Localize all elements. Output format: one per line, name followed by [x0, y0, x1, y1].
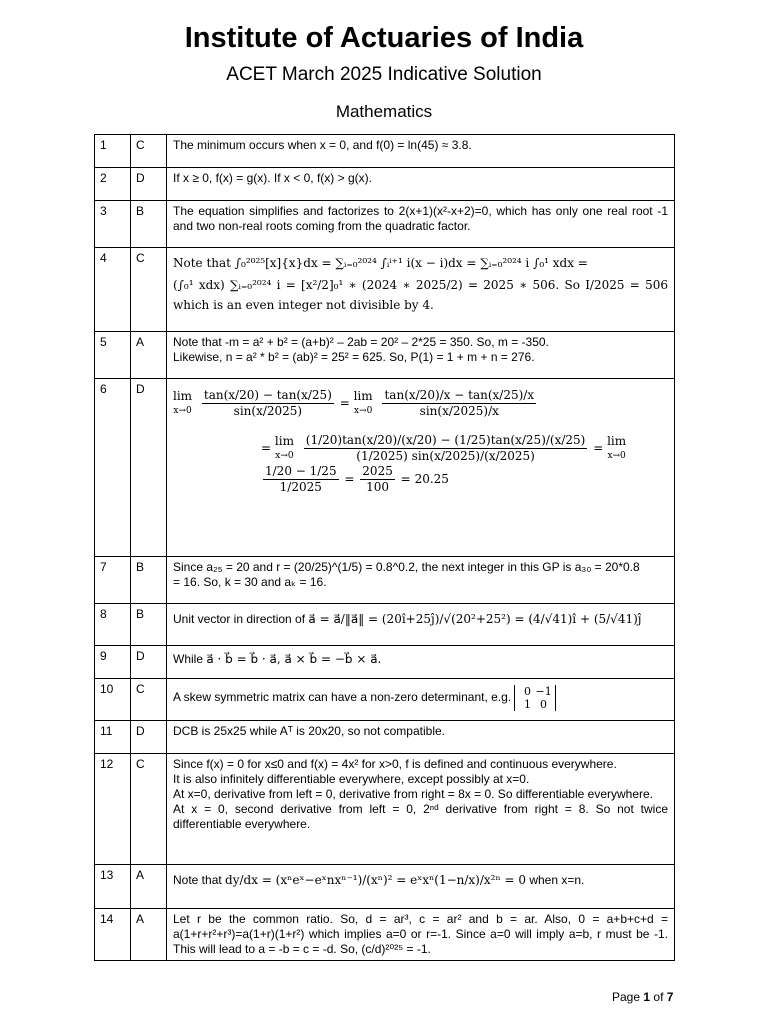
table-row: [95, 679, 675, 721]
solutions-table: [94, 134, 675, 961]
answer-key: D: [131, 646, 167, 679]
equals-sign: =: [593, 441, 604, 455]
limit-fraction: $\frac{\tan(x/20) - \tan(x/25)}{\sin(x/2025)}$: [203, 388, 332, 418]
table-row: [95, 754, 675, 865]
limit-fraction: $\frac{2025}{100}$: [362, 464, 393, 494]
limit-result: 20.25: [414, 472, 449, 486]
limit-operator: lim x→0: [274, 433, 294, 461]
solution-line: At x=0, derivative from left = 0, derivative from right = 8x = 0. So differentiable everywhere.: [173, 787, 654, 801]
solution-suffix: when x=n.: [529, 873, 585, 887]
page-number: 1: [643, 990, 651, 1004]
table-row: [95, 201, 675, 248]
solution-text: [167, 332, 675, 379]
question-number: 5: [95, 332, 131, 379]
question-number: 12: [95, 754, 131, 865]
question-number: 11: [95, 721, 131, 754]
table-row: [95, 865, 675, 909]
page-subtitle: ACET March 2025 Indicative Solution: [226, 64, 542, 85]
table-row: [95, 557, 675, 604]
answer-key: C: [131, 135, 167, 168]
question-number: 2: [95, 168, 131, 201]
question-number: 4: [95, 248, 131, 332]
equals-sign: =: [400, 472, 411, 486]
question-number: 9: [95, 646, 131, 679]
vector-expression: a⃗ · b⃗ = b⃗ · a⃗, a⃗ × b⃗ = −b⃗ × a⃗.: [206, 652, 382, 666]
question-number: 13: [95, 865, 131, 909]
page-footer: [612, 990, 673, 1004]
limit-fraction: $\frac{\tan(x/20)/x - \tan(x/25)/x}{\sin(x/2025)/x}$: [384, 388, 535, 418]
solution-text: [167, 646, 675, 679]
question-number: 14: [95, 909, 131, 961]
solution-text: DCB is 25x25 while Aᵀ is 20x20, so not compatible.: [167, 721, 675, 754]
answer-key: D: [131, 721, 167, 754]
answer-key: B: [131, 604, 167, 646]
solution-line: = 16. So, k = 30 and aₖ = 16.: [173, 575, 327, 589]
answer-key: D: [131, 379, 167, 557]
table-row: [95, 909, 675, 961]
limit-fraction: $\frac{(1/20)\tan(x/20)/(x/20) - (1/25)\tan(x/25)/(x/25)}{(1/2025) \sin(x/2025)/(x/2025)}$: [305, 433, 586, 463]
limit-fraction: $\frac{1/20 - 1/25}{1/2025}$: [265, 464, 337, 494]
answer-key: A: [131, 865, 167, 909]
answer-key: A: [131, 909, 167, 961]
solution-line: Since a₂₅ = 20 and r = (20/25)^(1/5) = 0.8^0.2, the next integer in this GP is a₃₀ = 20*0.8: [173, 560, 640, 574]
question-number: 7: [95, 557, 131, 604]
example-matrix: 0 −1 1 0: [514, 685, 556, 711]
subject-heading: Mathematics: [335, 102, 433, 121]
limit-operator: lim x→0: [173, 388, 193, 416]
question-number: 3: [95, 201, 131, 248]
solution-text: [167, 604, 675, 646]
page-total: 7: [666, 990, 674, 1004]
solution-text: [167, 679, 675, 721]
table-row: [95, 168, 675, 201]
solution-line: Likewise, n = a² * b² = (ab)² = 25² = 625. So, P(1) = 1 + m + n = 276.: [173, 350, 535, 364]
question-number: 1: [95, 135, 131, 168]
table-row: [95, 332, 675, 379]
answer-key: D: [131, 168, 167, 201]
solution-line: It is also infinitely differentiable everywhere, except possibly at x=0.: [173, 772, 530, 786]
solution-text: The equation simplifies and factorizes to 2(x+1)(x²-x+2)=0, which has only one real root -1 and two non-real roots coming from the quadratic factor.: [167, 201, 675, 248]
integral-line-2: (∫₀¹ xdx) ∑ᵢ₌₀²⁰²⁴ i = [x²/2]₀¹ ∗ (2024 ∗ 2025/2) = 2025 ∗ 506. So I/2025 = 506 which is an even integer not divisible by 4.: [173, 278, 668, 312]
question-number: 8: [95, 604, 131, 646]
answer-key: B: [131, 557, 167, 604]
table-row: [95, 646, 675, 679]
answer-key: A: [131, 332, 167, 379]
limit-derivation: [167, 379, 675, 557]
table-row: [95, 135, 675, 168]
question-number: 10: [95, 679, 131, 721]
question-number: 6: [95, 379, 131, 557]
solution-prefix: Note that: [173, 873, 222, 887]
answer-key: C: [131, 248, 167, 332]
solution-prefix: A skew symmetric matrix can have a non-zero determinant, e.g.: [173, 690, 512, 705]
equals-sign: =: [344, 472, 355, 486]
equals-sign: =: [261, 441, 272, 455]
solution-text: [167, 754, 675, 865]
page-title: Institute of Actuaries of India: [184, 22, 584, 54]
unit-vector-expression: a⃗ = a⃗/‖a⃗‖ = (20î+25ĵ)/√(20²+25²) = (4/√41)î + (5/√41)ĵ: [308, 612, 642, 626]
solution-line: At x = 0, second derivative from left = 0, 2ⁿᵈ derivative from right = 8. So not twice differentiable everywhere.: [173, 802, 668, 831]
equals-sign: =: [339, 396, 350, 410]
derivative-expression: dy/dx = (xⁿeˣ−eˣnxⁿ⁻¹)/(xⁿ)² = eˣxⁿ(1−n/x)/x²ⁿ = 0: [225, 873, 526, 887]
answer-key: C: [131, 679, 167, 721]
solution-text: Let r be the common ratio. So, d = ar³, c = ar² and b = ar. Also, 0 = a+b+c+d = a(1+r+r²+r³)=a(1+r)(1+r²) which implies a=0 or r=-1. Since a=0 will imply a=b, r must be -1. This will lead to a = -b = c = -d. So, (c/d)²⁰²⁵ = -1.: [167, 909, 675, 961]
limit-operator: lim x→0: [607, 433, 627, 461]
table-row: [95, 248, 675, 332]
solution-text: [167, 557, 675, 604]
page-label: Page: [612, 990, 641, 1004]
integral-line-1: Note that ∫₀²⁰²⁵[x]{x}dx = ∑ᵢ₌₀²⁰²⁴ ∫ᵢⁱ⁺¹ i(x − i)dx = ∑ᵢ₌₀²⁰²⁴ i ∫₀¹ xdx =: [173, 256, 588, 270]
answer-key: B: [131, 201, 167, 248]
solution-text: The minimum occurs when x = 0, and f(0) = ln(45) ≈ 3.8.: [167, 135, 675, 168]
solution-line: Note that -m = a² + b² = (a+b)² – 2ab = 20² – 2*25 = 350. So, m = -350.: [173, 335, 549, 349]
solution-line: Since f(x) = 0 for x≤0 and f(x) = 4x² for x>0, f is defined and continuous everywhere.: [173, 757, 617, 771]
table-row: [95, 721, 675, 754]
answer-key: C: [131, 754, 167, 865]
solution-prefix: While: [173, 652, 204, 666]
solution-text: [167, 865, 675, 909]
page-of: of: [653, 990, 664, 1004]
solution-text: [167, 248, 675, 332]
solution-text: If x ≥ 0, f(x) = g(x). If x < 0, f(x) > g(x).: [167, 168, 675, 201]
table-row: [95, 379, 675, 557]
limit-operator: lim x→0: [353, 388, 373, 416]
table-row: [95, 604, 675, 646]
solution-prefix: Unit vector in direction of: [173, 612, 306, 626]
